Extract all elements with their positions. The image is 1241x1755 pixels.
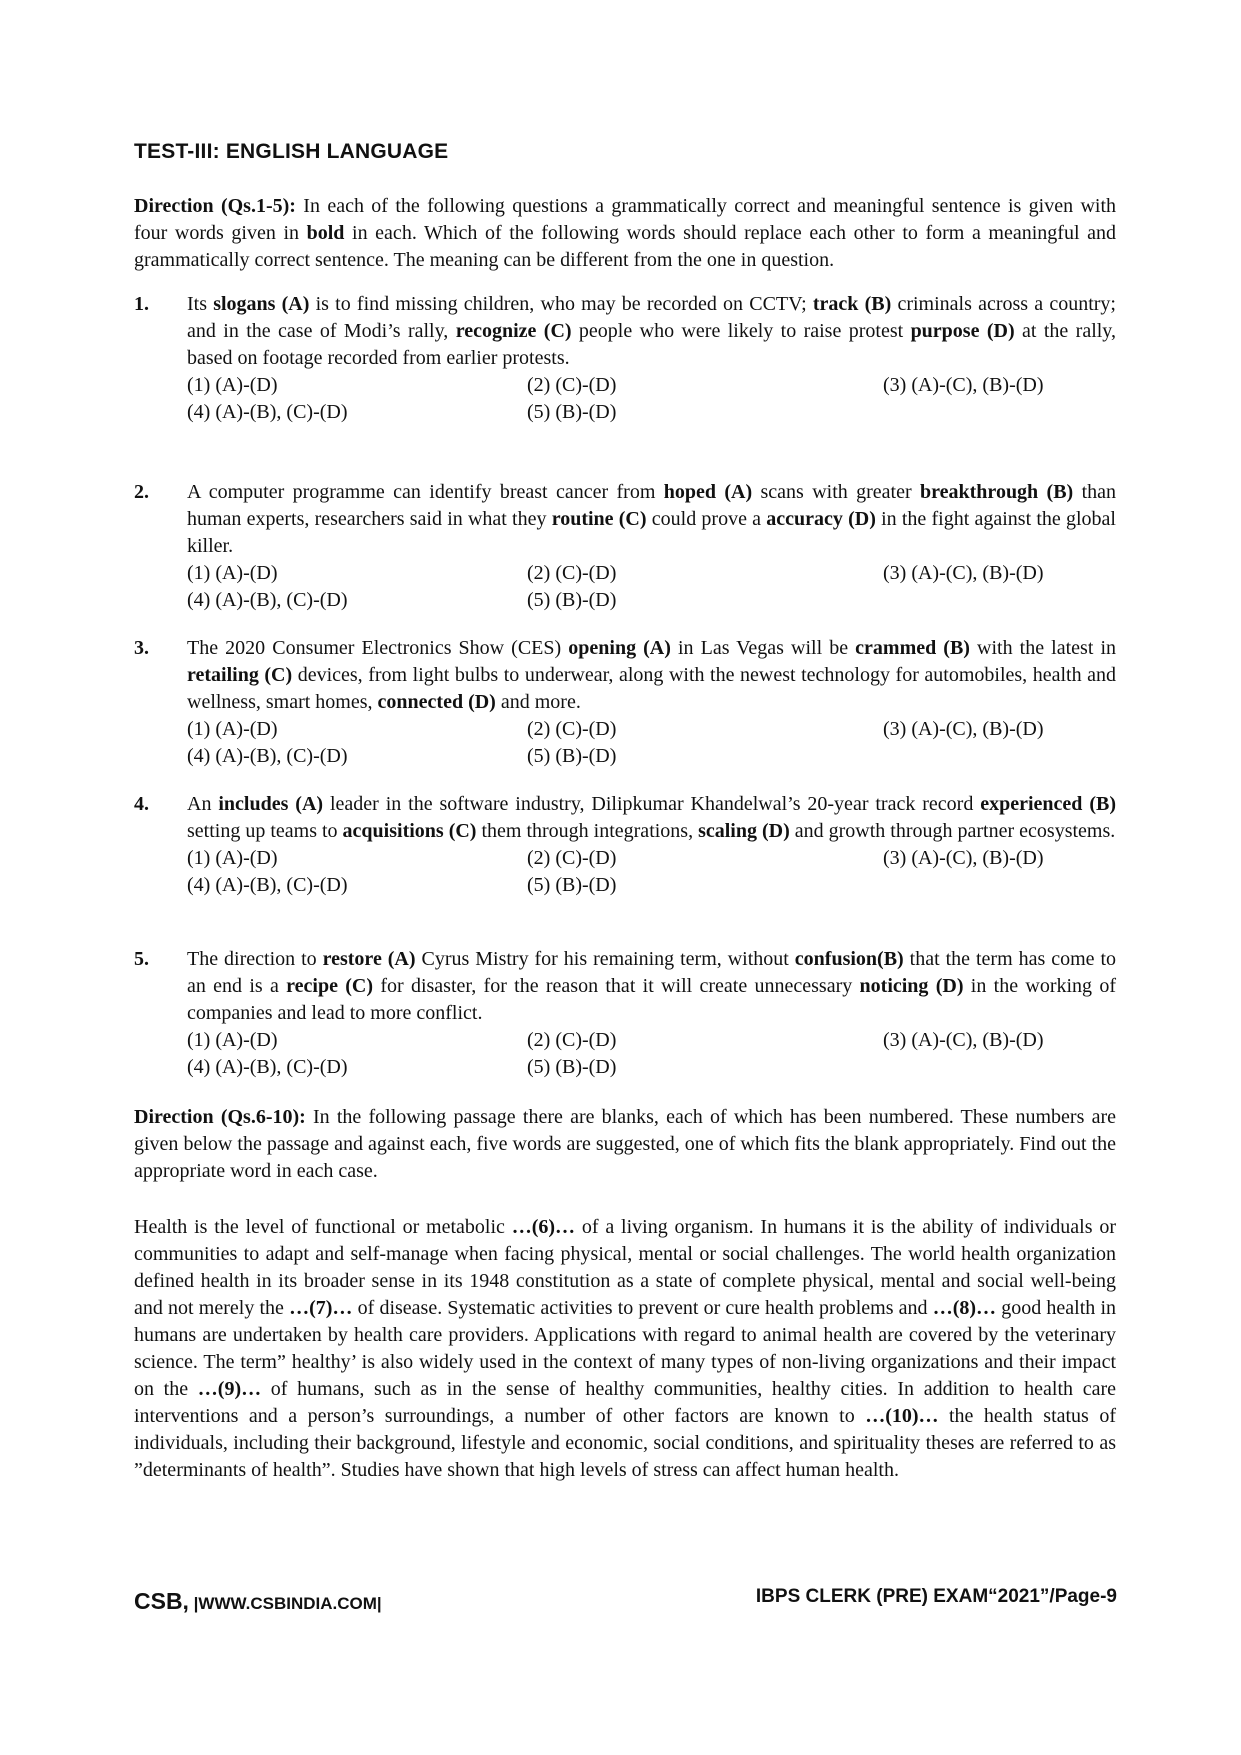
option-5[interactable]: (5) (B)-(D)	[527, 401, 617, 423]
option-4[interactable]: (4) (A)-(B), (C)-(D)	[187, 745, 348, 767]
option-4[interactable]: (4) (A)-(B), (C)-(D)	[187, 401, 348, 423]
blank-10: …(10)…	[865, 1405, 939, 1427]
option-5[interactable]: (5) (B)-(D)	[527, 589, 617, 611]
option-1[interactable]: (1) (A)-(D)	[187, 847, 278, 869]
question-1	[134, 291, 1116, 426]
answer-options	[187, 1027, 1116, 1081]
blank-9: …(9)…	[197, 1378, 262, 1400]
question-number: 2.	[134, 481, 149, 503]
option-2[interactable]: (2) (C)-(D)	[527, 374, 617, 396]
direction-bold-word: bold	[306, 222, 345, 244]
question-text: The 2020 Consumer Electronics Show (CES) opening (A) in Las Vegas will be crammed (B) with the latest in retailing (C) devices, from light bulbs to underwear, along with the newest technology for automobiles, health and wellness, smart homes, connected (D) and more.	[187, 637, 1117, 713]
question-text: The direction to restore (A) Cyrus Mistry for his remaining term, without confusion(B) that the term has come to an end is a recipe (C) for disaster, for the reason that it will create unnecessary noticing (D) in the working of companies and lead to more conflict.	[187, 948, 1117, 1024]
answer-options	[187, 845, 1116, 899]
question-3	[134, 635, 1116, 770]
blank-7: …(7)…	[289, 1297, 353, 1319]
answer-options	[187, 560, 1116, 614]
question-2	[134, 479, 1116, 614]
question-text: A computer programme can identify breast cancer from hoped (A) scans with greater breakthrough (B) than human experts, researchers said in what they routine (C) could prove a accuracy (D) in the fight against the global killer.	[187, 481, 1117, 557]
question-number: 5.	[134, 948, 149, 970]
question-5	[134, 946, 1116, 1081]
direction-qs-1-5	[134, 193, 1116, 274]
question-4	[134, 791, 1116, 899]
section-heading: TEST-III: ENGLISH LANGUAGE	[134, 140, 449, 163]
answer-options	[187, 372, 1116, 426]
option-2[interactable]: (2) (C)-(D)	[527, 718, 617, 740]
direction-label: Direction (Qs.1-5):	[134, 195, 296, 217]
option-5[interactable]: (5) (B)-(D)	[527, 874, 617, 896]
answer-options	[187, 716, 1116, 770]
option-2[interactable]: (2) (C)-(D)	[527, 1029, 617, 1051]
blank-8: …(8)…	[932, 1297, 997, 1319]
option-3[interactable]: (3) (A)-(C), (B)-(D)	[883, 374, 1044, 396]
option-2[interactable]: (2) (C)-(D)	[527, 847, 617, 869]
direction-text: In each of the following questions a grammatically correct and meaningful sentence is given with four words given in	[134, 195, 1117, 244]
footer-page-info: IBPS CLERK (PRE) EXAM“2021”/Page-9	[755, 1586, 1117, 1607]
cloze-passage: Health is the level of functional or metabolic …(6)… of a living organism. In humans it is the ability of individuals or communities to adapt and self-manage when facing physical, mental or social challenges. The world health organization defined health in its broader sense in its 1948 constitution as a state of complete physical, mental and social well-being and not merely the …(7)… of disease. Systematic activities to prevent or cure health problems and …(8)… good health in humans are undertaken by health care providers. Applications with regard to animal health are covered by the veterinary science. The term” healthy’ is also widely used in the context of many types of non-living organizations and their impact on the …(9)… of humans, such as in the sense of healthy communities, healthy cities. In addition to health care interventions and a person’s surroundings, a number of other factors are known to …(10)… the health status of individuals, including their background, lifestyle and economic, social conditions, and spirituality theses are referred to as ”determinants of health”. Studies have shown that high levels of stress can affect human health.	[134, 1216, 1116, 1481]
question-number: 3.	[134, 637, 149, 659]
blank-6: …(6)…	[511, 1216, 576, 1238]
footer-website[interactable]: |WWW.CSBINDIA.COM|	[188, 1594, 382, 1613]
option-1[interactable]: (1) (A)-(D)	[187, 562, 278, 584]
option-1[interactable]: (1) (A)-(D)	[187, 1029, 278, 1051]
brand-logo: CSB,	[134, 1588, 189, 1614]
option-2[interactable]: (2) (C)-(D)	[527, 562, 617, 584]
option-3[interactable]: (3) (A)-(C), (B)-(D)	[883, 847, 1044, 869]
direction-text: in each. Which of the following words should replace each other to form a meaningful and grammatically correct sentence. The meaning can be different from the one in question.	[134, 222, 1116, 271]
footer-brand	[134, 1588, 382, 1615]
direction-qs-6-10	[134, 1104, 1116, 1185]
option-4[interactable]: (4) (A)-(B), (C)-(D)	[187, 874, 348, 896]
direction-text: In the following passage there are blanks, each of which has been numbered. These numbers are given below the passage and against each, five words are suggested, one of which fits the blank appropriately. Find out the appropriate word in each case.	[134, 1106, 1116, 1182]
option-4[interactable]: (4) (A)-(B), (C)-(D)	[187, 1056, 348, 1078]
option-3[interactable]: (3) (A)-(C), (B)-(D)	[883, 1029, 1044, 1051]
question-text: An includes (A) leader in the software industry, Dilipkumar Khandelwal’s 20-year track record experienced (B) setting up teams to acquisitions (C) them through integrations, scaling (D) and growth through partner ecosystems.	[187, 793, 1116, 842]
option-5[interactable]: (5) (B)-(D)	[527, 745, 617, 767]
question-text: Its slogans (A) is to find missing children, who may be recorded on CCTV; track (B) criminals across a country; and in the case of Modi’s rally, recognize (C) people who were likely to raise protest purpose (D) at the rally, based on footage recorded from earlier protests.	[187, 293, 1117, 369]
option-3[interactable]: (3) (A)-(C), (B)-(D)	[883, 718, 1044, 740]
option-4[interactable]: (4) (A)-(B), (C)-(D)	[187, 589, 348, 611]
question-number: 4.	[134, 793, 149, 815]
direction-label: Direction (Qs.6-10):	[134, 1106, 306, 1128]
option-1[interactable]: (1) (A)-(D)	[187, 374, 278, 396]
option-1[interactable]: (1) (A)-(D)	[187, 718, 278, 740]
option-3[interactable]: (3) (A)-(C), (B)-(D)	[883, 562, 1044, 584]
option-5[interactable]: (5) (B)-(D)	[527, 1056, 617, 1078]
question-number: 1.	[134, 293, 149, 315]
